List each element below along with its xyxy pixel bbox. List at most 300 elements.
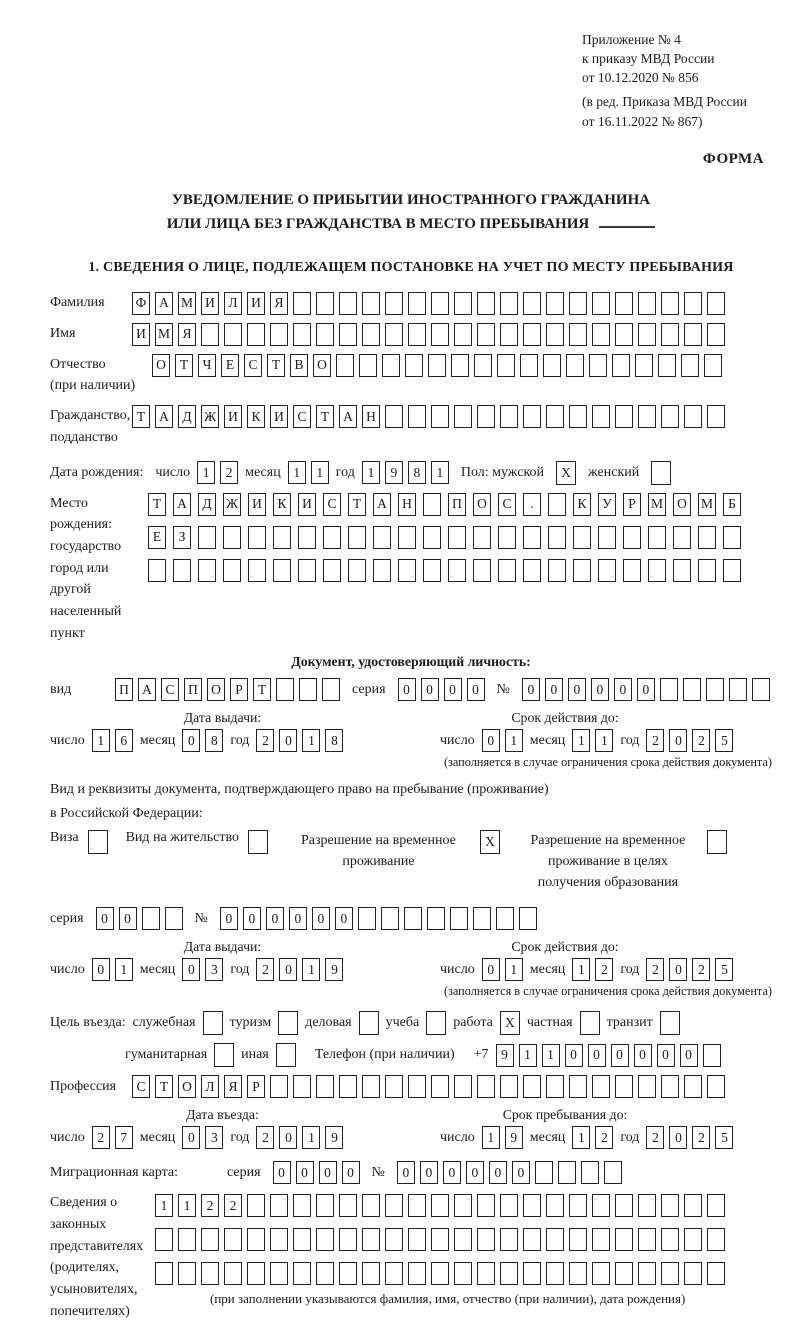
char-box[interactable] — [224, 1262, 242, 1285]
temp-residence-checkbox[interactable]: X — [480, 830, 500, 854]
char-box[interactable] — [408, 323, 426, 346]
char-box[interactable] — [198, 559, 216, 582]
purpose-private-checkbox[interactable] — [580, 1011, 600, 1035]
char-box[interactable] — [615, 405, 633, 428]
char-box[interactable]: М — [178, 292, 196, 315]
char-box[interactable]: 0 — [182, 958, 200, 981]
char-box[interactable] — [661, 1075, 679, 1098]
char-box[interactable]: Е — [221, 354, 239, 377]
char-box[interactable] — [358, 907, 376, 930]
char-box[interactable]: 1 — [197, 461, 215, 484]
char-box[interactable] — [566, 354, 584, 377]
char-box[interactable] — [316, 1075, 334, 1098]
char-box[interactable] — [293, 1262, 311, 1285]
char-box[interactable] — [448, 526, 466, 549]
char-box[interactable]: С — [498, 493, 516, 516]
char-box[interactable] — [569, 323, 587, 346]
char-box[interactable] — [543, 354, 561, 377]
purpose-other-checkbox[interactable] — [276, 1043, 296, 1067]
char-box[interactable] — [535, 1161, 553, 1184]
char-box[interactable] — [382, 354, 400, 377]
char-box[interactable]: 0 — [614, 678, 632, 701]
char-box[interactable] — [339, 323, 357, 346]
char-box[interactable]: 1 — [362, 461, 380, 484]
char-box[interactable] — [473, 559, 491, 582]
char-box[interactable] — [592, 1194, 610, 1217]
char-box[interactable] — [454, 323, 472, 346]
char-box[interactable]: М — [698, 493, 716, 516]
char-box[interactable] — [473, 526, 491, 549]
char-box[interactable] — [592, 1262, 610, 1285]
char-box[interactable] — [523, 1228, 541, 1251]
char-box[interactable]: 0 — [545, 678, 563, 701]
char-box[interactable] — [546, 1262, 564, 1285]
char-box[interactable]: 0 — [443, 1161, 461, 1184]
char-box[interactable] — [661, 405, 679, 428]
char-box[interactable] — [155, 1228, 173, 1251]
char-box[interactable]: 2 — [256, 958, 274, 981]
char-box[interactable] — [431, 1228, 449, 1251]
char-box[interactable] — [385, 405, 403, 428]
char-box[interactable]: К — [273, 493, 291, 516]
char-box[interactable]: А — [138, 678, 156, 701]
char-box[interactable] — [273, 559, 291, 582]
char-box[interactable] — [615, 1228, 633, 1251]
char-box[interactable]: 0 — [279, 958, 297, 981]
char-box[interactable] — [348, 526, 366, 549]
char-box[interactable]: 0 — [96, 907, 114, 930]
char-box[interactable]: С — [132, 1075, 150, 1098]
char-box[interactable]: 8 — [408, 461, 426, 484]
char-box[interactable] — [723, 526, 741, 549]
char-box[interactable] — [569, 1228, 587, 1251]
char-box[interactable] — [385, 1194, 403, 1217]
char-box[interactable] — [500, 323, 518, 346]
char-box[interactable]: 2 — [256, 1126, 274, 1149]
char-box[interactable]: Н — [398, 493, 416, 516]
char-box[interactable]: Т — [348, 493, 366, 516]
char-box[interactable]: Ф — [132, 292, 150, 315]
char-box[interactable]: 0 — [611, 1044, 629, 1067]
char-box[interactable] — [684, 1262, 702, 1285]
char-box[interactable]: 9 — [496, 1044, 514, 1067]
char-box[interactable]: 0 — [591, 678, 609, 701]
char-box[interactable]: 0 — [512, 1161, 530, 1184]
char-box[interactable] — [408, 405, 426, 428]
char-box[interactable]: Д — [198, 493, 216, 516]
char-box[interactable]: З — [173, 526, 191, 549]
char-box[interactable] — [247, 1228, 265, 1251]
char-box[interactable] — [546, 1075, 564, 1098]
char-box[interactable] — [638, 1194, 656, 1217]
char-box[interactable]: 1 — [505, 958, 523, 981]
char-box[interactable] — [423, 526, 441, 549]
char-box[interactable]: 1 — [505, 729, 523, 752]
char-box[interactable]: 0 — [335, 907, 353, 930]
char-box[interactable]: И — [224, 405, 242, 428]
char-box[interactable] — [684, 292, 702, 315]
char-box[interactable]: Ч — [198, 354, 216, 377]
char-box[interactable]: 2 — [595, 1126, 613, 1149]
char-box[interactable] — [423, 493, 441, 516]
char-box[interactable]: 0 — [444, 678, 462, 701]
char-box[interactable] — [373, 559, 391, 582]
char-box[interactable] — [523, 323, 541, 346]
char-box[interactable] — [270, 323, 288, 346]
char-box[interactable] — [248, 526, 266, 549]
char-box[interactable] — [198, 526, 216, 549]
char-box[interactable] — [638, 1228, 656, 1251]
char-box[interactable]: П — [184, 678, 202, 701]
char-box[interactable] — [623, 526, 641, 549]
char-box[interactable]: 1 — [542, 1044, 560, 1067]
char-box[interactable]: Р — [623, 493, 641, 516]
char-box[interactable] — [592, 405, 610, 428]
char-box[interactable]: 0 — [568, 678, 586, 701]
char-box[interactable] — [523, 1194, 541, 1217]
char-box[interactable]: 0 — [482, 958, 500, 981]
char-box[interactable] — [385, 292, 403, 315]
char-box[interactable]: 9 — [325, 958, 343, 981]
char-box[interactable] — [638, 405, 656, 428]
char-box[interactable] — [339, 1228, 357, 1251]
purpose-study-checkbox[interactable] — [426, 1011, 446, 1035]
char-box[interactable] — [589, 354, 607, 377]
char-box[interactable] — [316, 1262, 334, 1285]
char-box[interactable] — [703, 1044, 721, 1067]
char-box[interactable] — [496, 907, 514, 930]
char-box[interactable]: 1 — [302, 729, 320, 752]
char-box[interactable] — [558, 1161, 576, 1184]
char-box[interactable] — [270, 1075, 288, 1098]
char-box[interactable] — [299, 678, 317, 701]
char-box[interactable] — [247, 1194, 265, 1217]
char-box[interactable] — [615, 323, 633, 346]
char-box[interactable] — [623, 559, 641, 582]
char-box[interactable] — [276, 678, 294, 701]
char-box[interactable] — [477, 1194, 495, 1217]
char-box[interactable] — [569, 1262, 587, 1285]
char-box[interactable] — [385, 323, 403, 346]
char-box[interactable]: 0 — [522, 678, 540, 701]
char-box[interactable]: 0 — [319, 1161, 337, 1184]
char-box[interactable]: 1 — [595, 729, 613, 752]
char-box[interactable]: 1 — [115, 958, 133, 981]
char-box[interactable]: О — [152, 354, 170, 377]
char-box[interactable] — [448, 559, 466, 582]
char-box[interactable]: 1 — [572, 729, 590, 752]
char-box[interactable]: 9 — [325, 1126, 343, 1149]
char-box[interactable]: А — [155, 405, 173, 428]
char-box[interactable] — [658, 354, 676, 377]
char-box[interactable] — [385, 1262, 403, 1285]
char-box[interactable]: 1 — [302, 1126, 320, 1149]
char-box[interactable]: 3 — [205, 1126, 223, 1149]
char-box[interactable]: 0 — [669, 958, 687, 981]
char-box[interactable] — [638, 292, 656, 315]
char-box[interactable] — [293, 323, 311, 346]
char-box[interactable]: Т — [132, 405, 150, 428]
char-box[interactable] — [316, 323, 334, 346]
char-box[interactable] — [500, 405, 518, 428]
char-box[interactable] — [477, 1262, 495, 1285]
char-box[interactable]: 7 — [115, 1126, 133, 1149]
char-box[interactable] — [224, 1228, 242, 1251]
char-box[interactable] — [201, 1228, 219, 1251]
char-box[interactable]: Р — [247, 1075, 265, 1098]
char-box[interactable] — [661, 323, 679, 346]
char-box[interactable] — [298, 526, 316, 549]
char-box[interactable]: И — [270, 405, 288, 428]
char-box[interactable] — [454, 1194, 472, 1217]
char-box[interactable] — [648, 526, 666, 549]
char-box[interactable]: Р — [230, 678, 248, 701]
char-box[interactable] — [707, 1228, 725, 1251]
purpose-transit-checkbox[interactable] — [660, 1011, 680, 1035]
char-box[interactable] — [569, 292, 587, 315]
char-box[interactable] — [477, 1075, 495, 1098]
sex-female-checkbox[interactable] — [651, 461, 671, 485]
char-box[interactable]: 1 — [155, 1194, 173, 1217]
char-box[interactable] — [431, 1262, 449, 1285]
char-box[interactable] — [615, 1262, 633, 1285]
char-box[interactable]: 0 — [466, 1161, 484, 1184]
char-box[interactable] — [523, 559, 541, 582]
char-box[interactable] — [548, 493, 566, 516]
char-box[interactable]: 2 — [224, 1194, 242, 1217]
char-box[interactable] — [454, 405, 472, 428]
char-box[interactable] — [523, 1075, 541, 1098]
char-box[interactable] — [523, 526, 541, 549]
char-box[interactable] — [684, 1075, 702, 1098]
char-box[interactable] — [477, 323, 495, 346]
char-box[interactable] — [598, 526, 616, 549]
char-box[interactable]: 0 — [669, 729, 687, 752]
char-box[interactable]: 3 — [205, 958, 223, 981]
char-box[interactable]: 2 — [692, 958, 710, 981]
char-box[interactable] — [707, 323, 725, 346]
char-box[interactable] — [497, 354, 515, 377]
purpose-humanitarian-checkbox[interactable] — [214, 1043, 234, 1067]
char-box[interactable] — [592, 1075, 610, 1098]
char-box[interactable] — [270, 1228, 288, 1251]
char-box[interactable]: 2 — [256, 729, 274, 752]
char-box[interactable]: К — [573, 493, 591, 516]
char-box[interactable] — [270, 1194, 288, 1217]
char-box[interactable] — [362, 1262, 380, 1285]
visa-checkbox[interactable] — [88, 830, 108, 854]
char-box[interactable]: О — [207, 678, 225, 701]
char-box[interactable]: 0 — [220, 907, 238, 930]
char-box[interactable]: А — [373, 493, 391, 516]
char-box[interactable]: 0 — [482, 729, 500, 752]
char-box[interactable] — [519, 907, 537, 930]
char-box[interactable] — [546, 1194, 564, 1217]
char-box[interactable]: А — [173, 493, 191, 516]
char-box[interactable] — [398, 526, 416, 549]
char-box[interactable] — [223, 559, 241, 582]
char-box[interactable] — [661, 292, 679, 315]
char-box[interactable] — [431, 1075, 449, 1098]
char-box[interactable] — [339, 1194, 357, 1217]
char-box[interactable]: 9 — [505, 1126, 523, 1149]
char-box[interactable] — [707, 1075, 725, 1098]
char-box[interactable]: О — [673, 493, 691, 516]
char-box[interactable] — [148, 559, 166, 582]
char-box[interactable] — [408, 1262, 426, 1285]
char-box[interactable] — [523, 1262, 541, 1285]
char-box[interactable]: 2 — [646, 1126, 664, 1149]
char-box[interactable]: 0 — [92, 958, 110, 981]
char-box[interactable] — [362, 292, 380, 315]
char-box[interactable] — [454, 1075, 472, 1098]
char-box[interactable]: Т — [155, 1075, 173, 1098]
char-box[interactable] — [546, 292, 564, 315]
char-box[interactable] — [698, 559, 716, 582]
char-box[interactable] — [348, 559, 366, 582]
char-box[interactable] — [661, 1194, 679, 1217]
char-box[interactable]: С — [161, 678, 179, 701]
char-box[interactable]: И — [247, 292, 265, 315]
char-box[interactable] — [615, 1194, 633, 1217]
char-box[interactable]: 0 — [289, 907, 307, 930]
char-box[interactable]: М — [648, 493, 666, 516]
char-box[interactable]: 8 — [325, 729, 343, 752]
char-box[interactable] — [428, 354, 446, 377]
char-box[interactable]: Т — [253, 678, 271, 701]
char-box[interactable]: 1 — [302, 958, 320, 981]
sex-male-checkbox[interactable]: X — [556, 461, 576, 485]
char-box[interactable]: Н — [362, 405, 380, 428]
char-box[interactable]: 6 — [115, 729, 133, 752]
char-box[interactable] — [661, 1262, 679, 1285]
char-box[interactable]: С — [293, 405, 311, 428]
char-box[interactable]: 0 — [421, 678, 439, 701]
char-box[interactable] — [451, 354, 469, 377]
char-box[interactable]: . — [523, 493, 541, 516]
char-box[interactable] — [293, 1075, 311, 1098]
char-box[interactable]: 0 — [669, 1126, 687, 1149]
char-box[interactable] — [224, 323, 242, 346]
char-box[interactable]: 0 — [657, 1044, 675, 1067]
char-box[interactable] — [270, 1262, 288, 1285]
char-box[interactable]: 0 — [266, 907, 284, 930]
char-box[interactable]: 1 — [288, 461, 306, 484]
char-box[interactable]: А — [339, 405, 357, 428]
char-box[interactable]: 5 — [715, 958, 733, 981]
char-box[interactable] — [201, 323, 219, 346]
char-box[interactable]: И — [201, 292, 219, 315]
char-box[interactable]: 5 — [715, 729, 733, 752]
char-box[interactable]: С — [323, 493, 341, 516]
char-box[interactable]: 9 — [385, 461, 403, 484]
char-box[interactable] — [520, 354, 538, 377]
char-box[interactable] — [604, 1161, 622, 1184]
char-box[interactable] — [339, 1075, 357, 1098]
char-box[interactable]: 2 — [646, 729, 664, 752]
char-box[interactable]: 0 — [182, 729, 200, 752]
char-box[interactable] — [473, 907, 491, 930]
char-box[interactable] — [592, 323, 610, 346]
residence-permit-checkbox[interactable] — [248, 830, 268, 854]
char-box[interactable]: 0 — [342, 1161, 360, 1184]
char-box[interactable] — [684, 1228, 702, 1251]
char-box[interactable] — [477, 292, 495, 315]
char-box[interactable] — [615, 1075, 633, 1098]
char-box[interactable] — [323, 559, 341, 582]
char-box[interactable] — [423, 559, 441, 582]
char-box[interactable] — [293, 1228, 311, 1251]
char-box[interactable]: Т — [148, 493, 166, 516]
char-box[interactable] — [336, 354, 354, 377]
char-box[interactable] — [142, 907, 160, 930]
char-box[interactable] — [638, 1075, 656, 1098]
char-box[interactable]: 0 — [565, 1044, 583, 1067]
char-box[interactable] — [359, 354, 377, 377]
char-box[interactable] — [155, 1262, 173, 1285]
char-box[interactable] — [322, 678, 340, 701]
char-box[interactable] — [684, 405, 702, 428]
char-box[interactable] — [316, 1194, 334, 1217]
char-box[interactable]: О — [178, 1075, 196, 1098]
char-box[interactable]: 2 — [92, 1126, 110, 1149]
char-box[interactable] — [408, 292, 426, 315]
char-box[interactable] — [592, 292, 610, 315]
char-box[interactable]: 0 — [397, 1161, 415, 1184]
char-box[interactable] — [546, 1228, 564, 1251]
char-box[interactable] — [427, 907, 445, 930]
char-box[interactable] — [523, 292, 541, 315]
char-box[interactable] — [273, 526, 291, 549]
char-box[interactable] — [293, 1194, 311, 1217]
char-box[interactable]: У — [598, 493, 616, 516]
char-box[interactable] — [474, 354, 492, 377]
char-box[interactable] — [223, 526, 241, 549]
char-box[interactable]: 0 — [279, 1126, 297, 1149]
char-box[interactable] — [362, 1075, 380, 1098]
char-box[interactable]: 5 — [715, 1126, 733, 1149]
char-box[interactable] — [500, 1228, 518, 1251]
purpose-official-checkbox[interactable] — [203, 1011, 223, 1035]
char-box[interactable]: И — [132, 323, 150, 346]
char-box[interactable] — [648, 559, 666, 582]
char-box[interactable] — [431, 323, 449, 346]
char-box[interactable] — [548, 559, 566, 582]
char-box[interactable]: 8 — [205, 729, 223, 752]
char-box[interactable] — [247, 323, 265, 346]
char-box[interactable]: Я — [178, 323, 196, 346]
char-box[interactable]: 0 — [273, 1161, 291, 1184]
char-box[interactable] — [405, 354, 423, 377]
char-box[interactable] — [404, 907, 422, 930]
char-box[interactable] — [339, 1262, 357, 1285]
char-box[interactable] — [523, 405, 541, 428]
char-box[interactable]: 2 — [692, 1126, 710, 1149]
char-box[interactable]: 0 — [119, 907, 137, 930]
char-box[interactable]: 2 — [595, 958, 613, 981]
char-box[interactable] — [385, 1075, 403, 1098]
char-box[interactable]: К — [247, 405, 265, 428]
char-box[interactable]: Ж — [223, 493, 241, 516]
char-box[interactable]: А — [155, 292, 173, 315]
char-box[interactable]: Т — [316, 405, 334, 428]
char-box[interactable] — [673, 526, 691, 549]
char-box[interactable]: 0 — [182, 1126, 200, 1149]
char-box[interactable] — [362, 1228, 380, 1251]
char-box[interactable] — [362, 323, 380, 346]
char-box[interactable] — [165, 907, 183, 930]
char-box[interactable]: П — [115, 678, 133, 701]
